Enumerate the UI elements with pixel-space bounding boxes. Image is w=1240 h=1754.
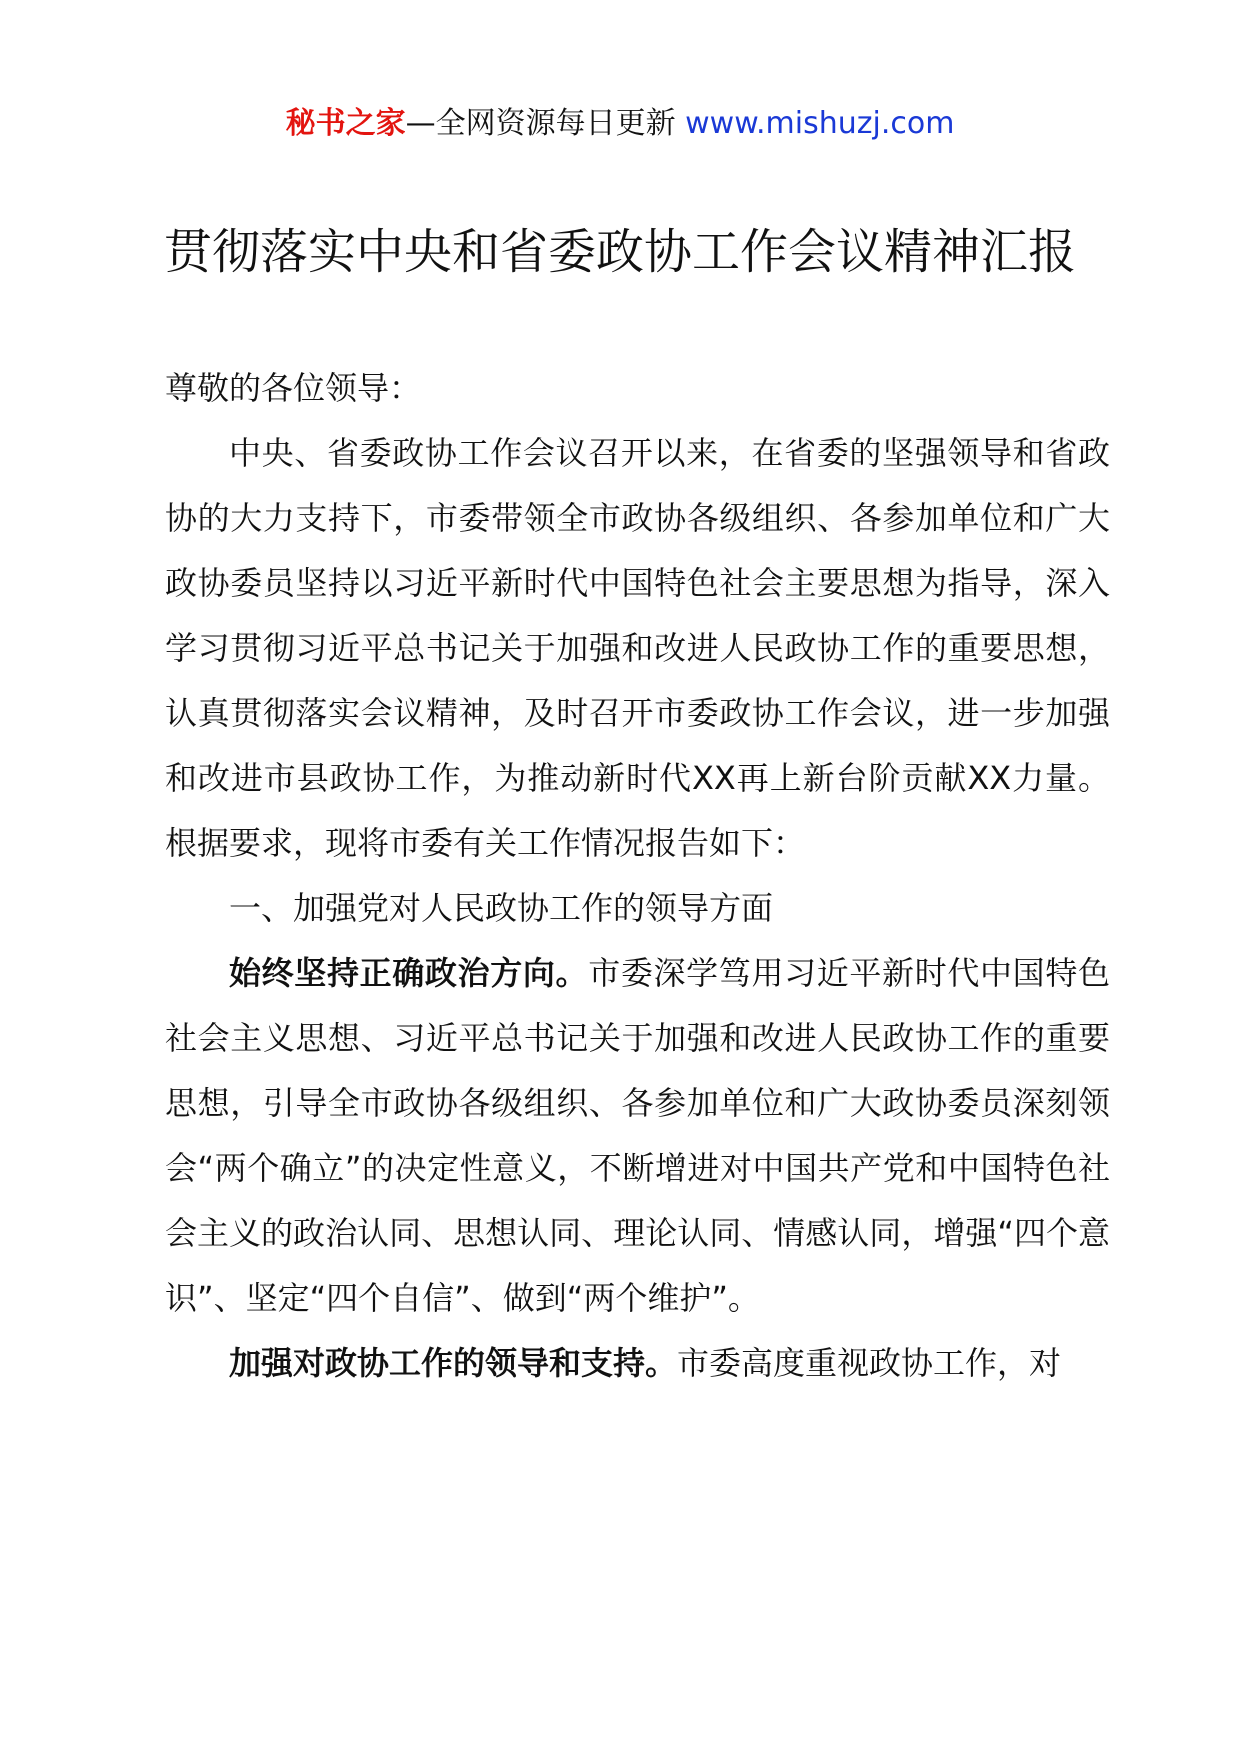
intro-paragraph: 中央、省委政协工作会议召开以来，在省委的坚强领导和省政协的大力支持下，市委带领全市政协各级组织、各参加单位和广大政协委员坚持以习近平新时代中国特色社会主要思想为指导，深入学习贯彻习近平总书记关于加强和改进人民政协工作的重要思想，认真贯彻落实会议精神，及时召开市委政协工作会议，进一步加强和改进市县政协工作，为推动新时代XX再上新台阶贡献XX力量。根据要求，现将市委有关工作情况报告如下： — [165, 434, 1110, 862]
paragraph-lead-bold: 加强对政协工作的领导和支持。 — [229, 1344, 678, 1382]
site-url-link[interactable]: www.mishuzj.com — [685, 106, 955, 141]
site-header — [0, 104, 1240, 144]
section-heading-1: 一、加强党对人民政协工作的领导方面 — [229, 889, 774, 927]
header-tagline: —全网资源每日更新 — [405, 106, 686, 141]
brand-name: 秘书之家 — [285, 106, 406, 141]
paragraph-text: 市委高度重视政协工作，对 — [677, 1344, 1062, 1382]
document-body — [165, 356, 1110, 1396]
paragraph-political-direction — [165, 941, 1110, 1331]
salutation: 尊敬的各位领导： — [165, 369, 422, 407]
paragraph-leadership-support — [165, 1331, 1110, 1396]
paragraph-lead-bold: 始终坚持正确政治方向。 — [229, 954, 589, 992]
paragraph-text: 市委深学笃用习近平新时代中国特色社会主义思想、习近平总书记关于加强和改进人民政协工作的重要思想，引导全市政协各级组织、各参加单位和广大政协委员深刻领会“两个确立”的决定性意义，不断增进对中国共产党和中国特色社会主义的政治认同、思想认同、理论认同、情感认同，增强“四个意识”、坚定“四个自信”、做到“两个维护”。 — [165, 954, 1110, 1317]
document-title: 贯彻落实中央和省委政协工作会议精神汇报 — [163, 224, 1076, 280]
